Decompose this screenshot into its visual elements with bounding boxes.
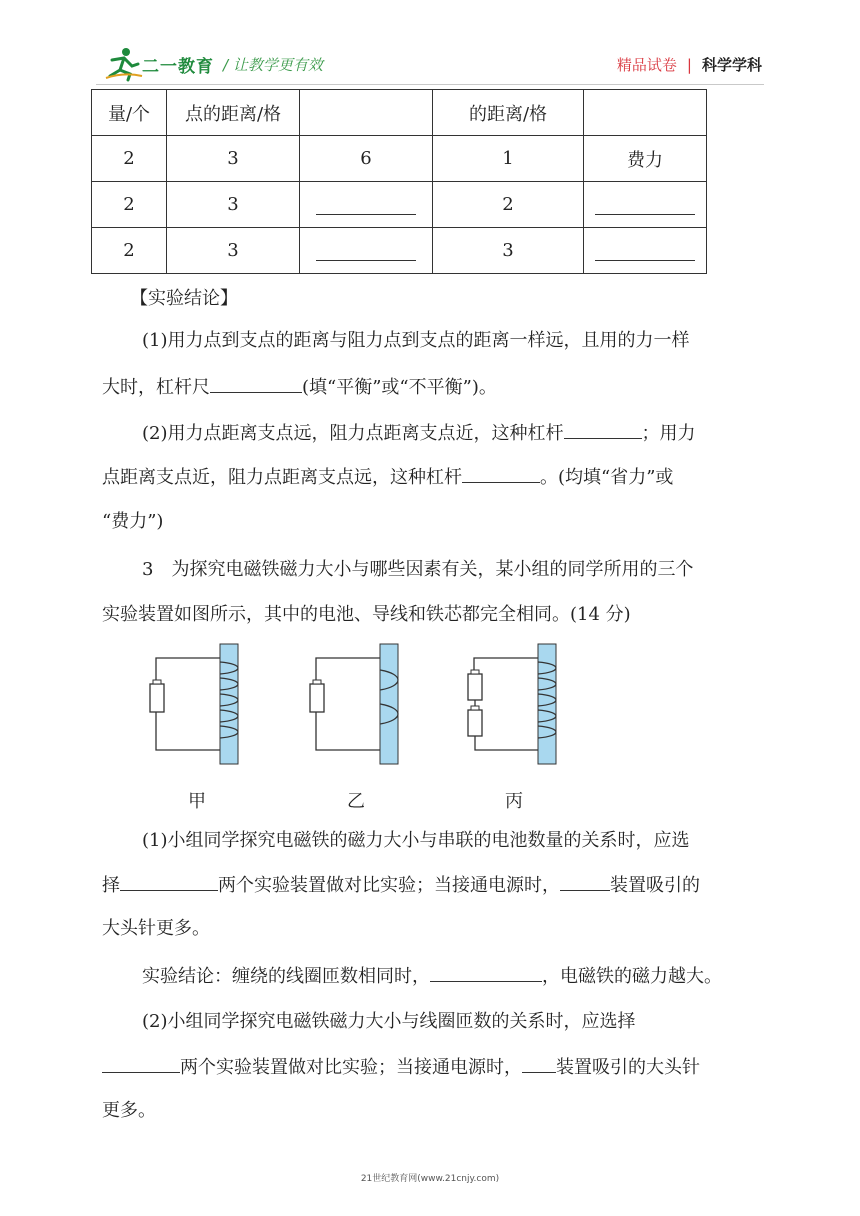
text: ；用力 [641, 423, 696, 444]
text: 择 [102, 875, 120, 896]
page-header [0, 0, 860, 90]
table-cell: 2 [92, 136, 167, 182]
electromagnet-figure [140, 640, 580, 770]
text: ，电磁铁的磁力越大。 [542, 966, 722, 987]
table-row [92, 182, 707, 228]
table-cell [584, 90, 707, 136]
header-labels [617, 54, 762, 75]
answer-blank[interactable] [430, 963, 542, 982]
q3-p2-line2 [102, 1054, 762, 1081]
table-cell: 2 [92, 228, 167, 274]
text: (填“平衡”或“不平衡”)。 [302, 377, 497, 398]
conclusion-1-line2 [102, 374, 762, 401]
slogan: / 让教学更有效 [223, 56, 323, 74]
apparatus-jia [150, 644, 238, 764]
q3-p1-line2 [102, 872, 762, 899]
answer-blank[interactable] [316, 194, 416, 215]
conclusion-1-line1: (1)用力点到支点的距离与阻力点到支点的距离一样远，且用的力一样 [142, 330, 690, 351]
table-row [92, 136, 707, 182]
q3-conclusion [142, 963, 802, 990]
table-cell: 1 [433, 136, 584, 182]
table-cell: 点的距离/格 [167, 90, 300, 136]
conclusion-2-line1 [142, 420, 802, 447]
text: 。(均填“省力”或 [540, 467, 674, 488]
header-divider [96, 84, 764, 85]
answer-blank[interactable] [560, 872, 610, 891]
table-cell: 3 [167, 136, 300, 182]
lever-table [91, 89, 707, 274]
answer-blank-cell[interactable] [300, 228, 433, 274]
table-cell [300, 90, 433, 136]
text: 两个实验装置做对比实验；当接通电源时， [180, 1057, 522, 1078]
answer-blank[interactable] [595, 194, 695, 215]
q3-p2-line1: (2)小组同学探究电磁铁磁力大小与线圈匝数的关系时，应选择 [142, 1011, 636, 1032]
text: (2)用力点距离支点远，阻力点距离支点近，这种杠杆 [142, 423, 564, 444]
logo-text: 二一教育 [142, 57, 214, 77]
q3-p2-line3: 更多。 [102, 1100, 156, 1121]
table-cell: 费力 [584, 136, 707, 182]
q3-p1-line1: (1)小组同学探究电磁铁的磁力大小与串联的电池数量的关系时，应选 [142, 830, 690, 851]
label-jia: 甲 [188, 791, 206, 812]
answer-blank-cell[interactable] [584, 228, 707, 274]
page-footer: 21世纪教育网(www.21cnjy.com) [360, 1174, 500, 1184]
answer-blank[interactable] [595, 240, 695, 261]
label-bing: 丙 [505, 791, 523, 812]
text: 点距离支点近，阻力点距离支点远，这种杠杆 [102, 467, 462, 488]
conclusion-2-line2 [102, 464, 762, 491]
label-premium: 精品试卷 [616, 56, 677, 74]
conclusion-heading: 【实验结论】 [130, 288, 238, 309]
answer-blank[interactable] [522, 1054, 556, 1073]
apparatus-yi [310, 644, 398, 764]
table-cell: 量/个 [92, 90, 167, 136]
answer-blank-cell[interactable] [584, 182, 707, 228]
answer-blank[interactable] [462, 464, 540, 483]
header-separator: | [686, 56, 692, 74]
table-row [92, 90, 707, 136]
q3-line2: 实验装置如图所示，其中的电池、导线和铁芯都完全相同。(14 分) [102, 604, 631, 625]
logo [104, 46, 214, 82]
answer-blank[interactable] [564, 420, 642, 439]
text: 实验结论：缠绕的线圈匝数相同时， [142, 966, 430, 987]
apparatus-bing [468, 644, 556, 764]
text: 装置吸引的 [610, 875, 700, 896]
answer-blank[interactable] [120, 872, 218, 891]
label-subject: 科学学科 [701, 56, 762, 74]
table-cell: 的距离/格 [433, 90, 584, 136]
table-cell: 6 [300, 136, 433, 182]
conclusion-2-line3: “费力”) [102, 511, 164, 532]
answer-blank[interactable] [210, 374, 302, 393]
q3-line1: 3 为探究电磁铁磁力大小与哪些因素有关，某小组的同学所用的三个 [142, 559, 694, 580]
table-cell: 3 [167, 228, 300, 274]
text: 装置吸引的大头针 [556, 1057, 700, 1078]
runner-logo-icon [104, 46, 144, 82]
text: 两个实验装置做对比实验；当接通电源时， [218, 875, 560, 896]
table-cell: 2 [433, 182, 584, 228]
table-cell: 3 [167, 182, 300, 228]
answer-blank-cell[interactable] [300, 182, 433, 228]
answer-blank[interactable] [102, 1054, 180, 1073]
text: 大时，杠杆尺 [102, 377, 210, 398]
table-row [92, 228, 707, 274]
answer-blank[interactable] [316, 240, 416, 261]
table-cell: 3 [433, 228, 584, 274]
label-yi: 乙 [347, 791, 365, 812]
table-cell: 2 [92, 182, 167, 228]
q3-p1-line3: 大头针更多。 [102, 918, 210, 939]
